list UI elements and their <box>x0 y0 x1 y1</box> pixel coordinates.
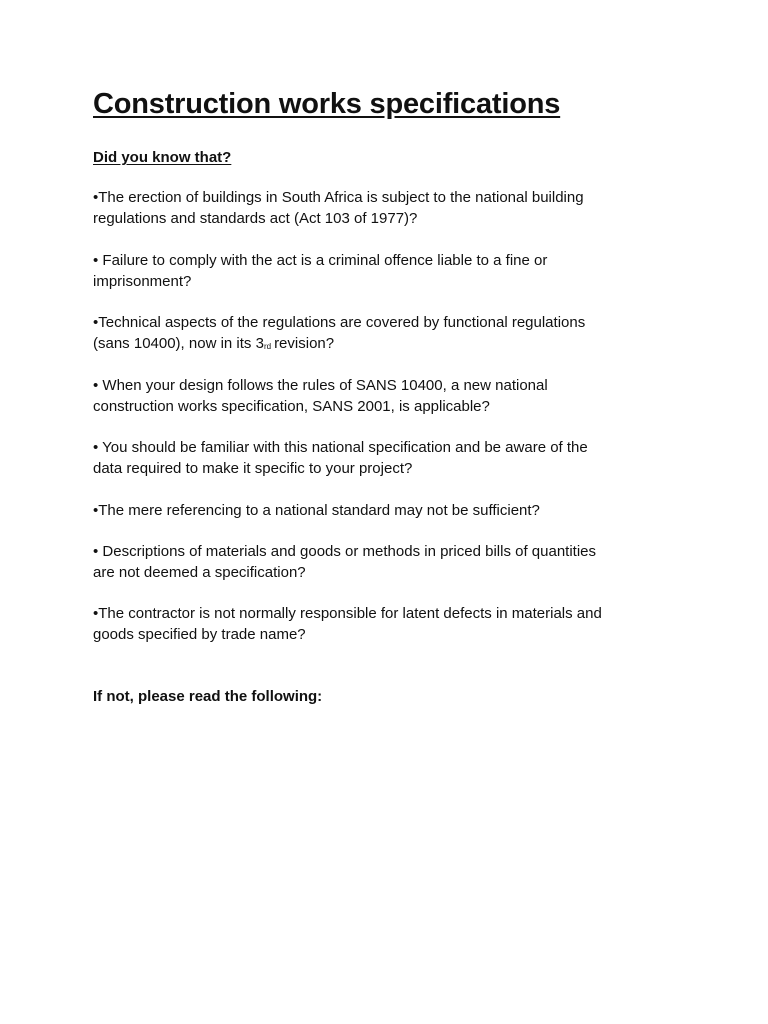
paragraph-line: regulations and standards act (Act 103 of 1977)? <box>93 210 418 227</box>
paragraph-line: are not deemed a specification? <box>93 564 306 581</box>
paragraph-line: •The contractor is not normally responsible for latent defects in materials and <box>93 605 602 622</box>
closing-line: If not, please read the following: <box>93 688 323 705</box>
subheading: Did you know that? <box>93 149 232 166</box>
bullet-paragraph <box>93 250 683 292</box>
paragraph-line: • You should be familiar with this national specification and be aware of the <box>93 439 588 456</box>
paragraph-line: •The mere referencing to a national standard may not be sufficient? <box>93 502 540 519</box>
bullet-paragraph <box>93 187 683 229</box>
paragraph-line: imprisonment? <box>93 273 192 290</box>
paragraph-line: • Failure to comply with the act is a criminal offence liable to a fine or <box>93 252 548 269</box>
paragraph-line: data required to make it specific to your project? <box>93 460 413 477</box>
paragraph-line: goods specified by trade name? <box>93 626 306 643</box>
bullet-paragraph <box>93 312 683 357</box>
line-text: (sans 10400), now in its 3 <box>93 335 264 352</box>
line-text: revision? <box>274 335 335 352</box>
paragraph-line: •The erection of buildings in South Africa is subject to the national building <box>93 189 584 206</box>
bullet-paragraph <box>93 541 683 583</box>
paragraph-line <box>93 333 683 357</box>
paragraph-line: construction works specification, SANS 2001, is applicable? <box>93 398 490 415</box>
bullet-paragraph <box>93 603 683 645</box>
bullet-paragraph <box>93 500 683 521</box>
paragraph-line: •Technical aspects of the regulations are covered by functional regulations <box>93 314 586 331</box>
paragraph-line: • When your design follows the rules of SANS 10400, a new national <box>93 377 548 394</box>
bullet-paragraph <box>93 375 683 417</box>
page-title: Construction works specifications <box>93 88 561 120</box>
paragraph-line: • Descriptions of materials and goods or methods in priced bills of quantities <box>93 543 597 560</box>
ordinal-suffix: rd <box>263 342 272 351</box>
bullet-paragraph <box>93 437 683 479</box>
